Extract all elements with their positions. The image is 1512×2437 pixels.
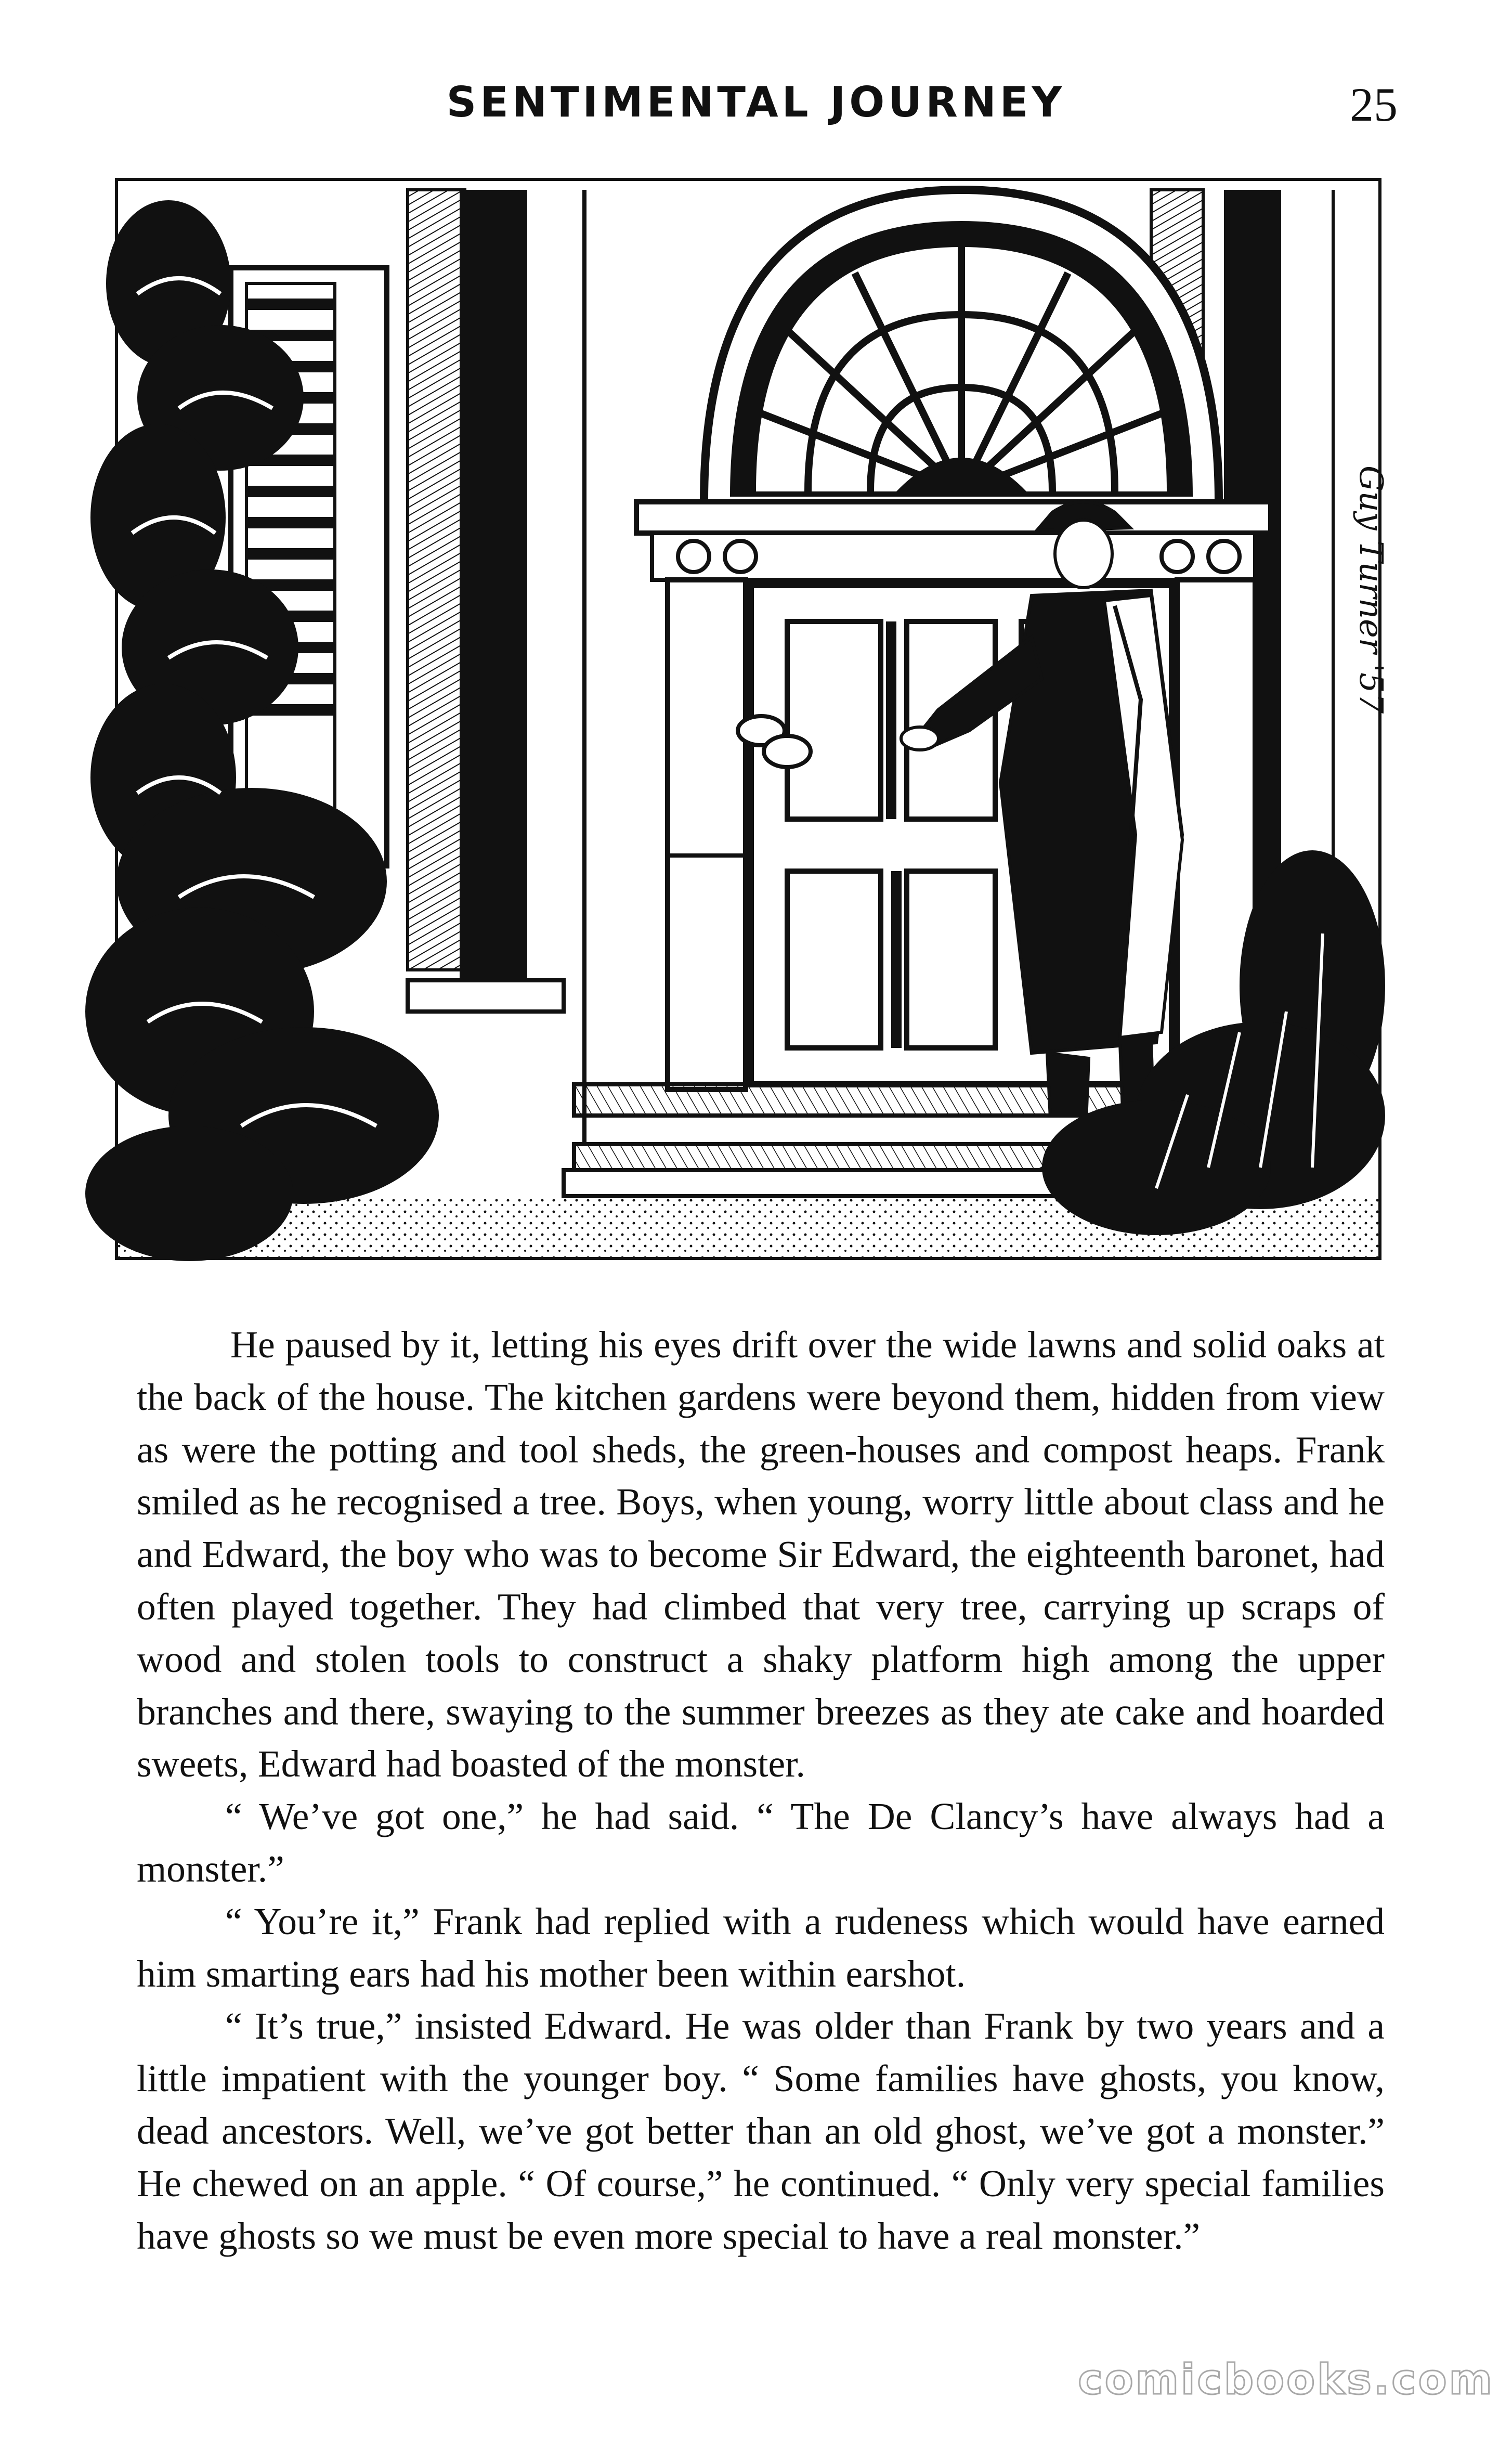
doorway-illustration [116, 179, 1390, 1259]
story-text [137, 1319, 1385, 2262]
paragraph: “ We’ve got one,” he had said. “ The De Clancy’s have always had a monster.” [137, 1795, 1385, 1890]
illustration-drawing [116, 179, 1380, 1259]
paragraph: “ You’re it,” Frank had replied with a rudeness which would have earned him smarting ears had his mother been within earshot. [137, 1900, 1385, 1995]
paragraph: He paused by it, letting his eyes drift over the wide lawns and solid oaks at the back of the house. The kitchen gardens were beyond them, hidden from view as were the potting and tool sheds, the green-houses and compost heaps. Frank smiled as he recognised a tree. Boys, when young, worry little about class and he and Edward, the boy who was to become Sir Edward, the eighteenth baronet, had often played together. They had climbed that very tree, carrying up scraps of wood and stolen tools to construct a shaky platform high among the upper branches and there, swaying to the summer breezes as they ate cake and hoarded sweets, Edward had boasted of the monster. [137, 1324, 1385, 1785]
site-watermark: comicbooks.com [1078, 2355, 1494, 2404]
page-number: 25 [1350, 78, 1398, 131]
artist-signature: Guy Turner '57 [1352, 465, 1390, 714]
paragraph: “ It’s true,” insisted Edward. He was older than Frank by two years and a little impatient with the younger boy. “ Some families have ghosts, you know, dead ancestors. Well, we’ve got better than an old ghost, we’ve got a monster.” He chewed on an apple. “ Of course,” he continued. “ Only very special families have ghosts so we must be even more special to have a real monster.” [137, 2005, 1385, 2257]
running-title: SENTIMENTAL JOURNEY [446, 78, 1066, 126]
